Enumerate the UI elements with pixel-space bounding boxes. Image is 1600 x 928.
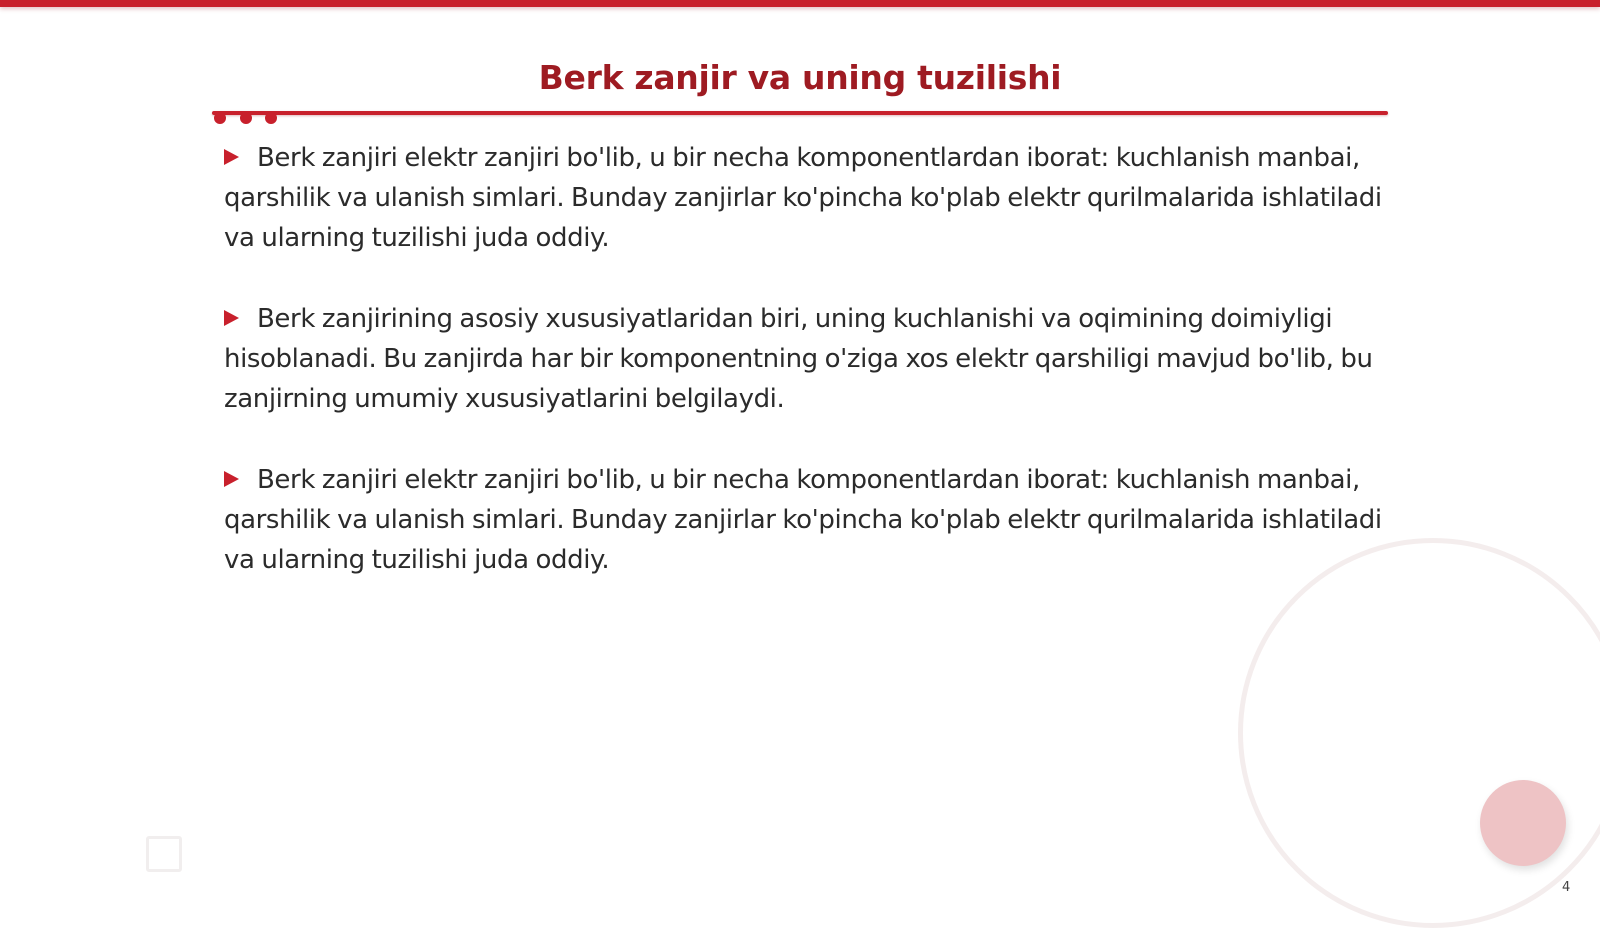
bullet-text: Berk zanjiri elektr zanjiri bo'lib, u bir necha komponentlardan iborat: kuchlanish manbai, qarshilik va ulanish simlari. Bunday zanjirlar ko'pincha ko'plab elektr qurilmalarida ishlatiladi va ularning tuzilishi juda oddiy. bbox=[224, 143, 1382, 253]
title-underline bbox=[212, 111, 1388, 115]
decorative-circle bbox=[1480, 780, 1566, 866]
page-number: 4 bbox=[1562, 880, 1571, 895]
decorative-ring bbox=[1238, 538, 1600, 928]
bullet-list bbox=[224, 138, 1384, 621]
bullet-text: Berk zanjirining asosiy xususiyatlaridan biri, uning kuchlanishi va oqimining doimiyligi hisoblanadi. Bu zanjirda har bir komponentning o'ziga xos elektr qarshiligi mavjud bo'lib, bu zanjirning umumiy xususiyatlarini belgilaydi. bbox=[224, 304, 1373, 414]
bullet-item bbox=[224, 460, 1384, 580]
triangle-right-icon bbox=[224, 149, 239, 165]
title-dot-2 bbox=[240, 112, 252, 124]
bullet-item bbox=[224, 299, 1384, 419]
title-dot-1 bbox=[214, 112, 226, 124]
triangle-right-icon bbox=[224, 471, 239, 487]
slide-title: Berk zanjir va uning tuzilishi bbox=[538, 58, 1062, 97]
top-accent-bar bbox=[0, 0, 1600, 7]
triangle-right-icon bbox=[224, 310, 239, 326]
title-dot-3 bbox=[265, 112, 277, 124]
bullet-item bbox=[224, 138, 1384, 258]
decorative-square bbox=[146, 836, 182, 872]
bullet-text: Berk zanjiri elektr zanjiri bo'lib, u bir necha komponentlardan iborat: kuchlanish manbai, qarshilik va ulanish simlari. Bunday zanjirlar ko'pincha ko'plab elektr qurilmalarida ishlatiladi va ularning tuzilishi juda oddiy. bbox=[224, 465, 1382, 575]
